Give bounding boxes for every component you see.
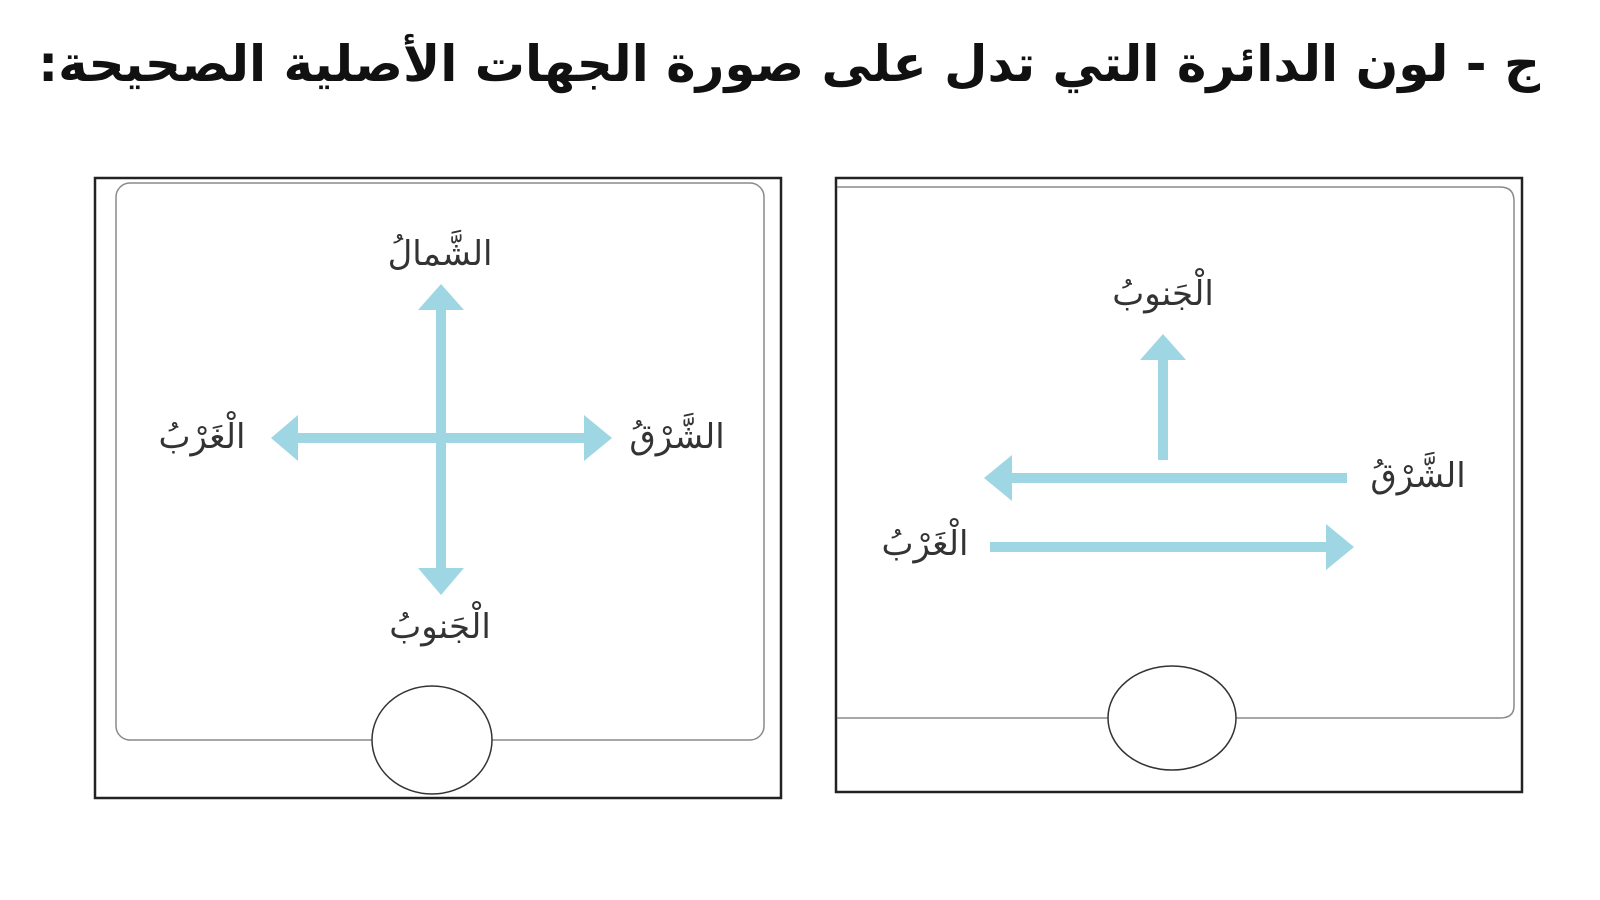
right-card-inner-frame [837, 187, 1514, 718]
left-compass-arrows [271, 284, 612, 595]
right-up-arrowhead [1140, 334, 1186, 360]
right-answer-circle[interactable] [1108, 666, 1236, 770]
left-label-south: الْجَنوبُ [389, 607, 491, 647]
left-label-north: الشَّمالُ [387, 234, 493, 274]
left-east-arrowhead [584, 415, 612, 461]
right-label-right: الشَّرْقُ [1370, 456, 1466, 496]
left-west-arrowhead [271, 415, 298, 461]
left-horizontal-shaft [296, 433, 586, 443]
question-title: ج - لون الدائرة التي تدل على صورة الجهات الأصلية الصحيحة: [38, 35, 1540, 93]
left-label-west: الْغَرْبُ [158, 417, 246, 457]
left-north-arrowhead [418, 284, 464, 310]
right-upper-left-arrowhead [984, 455, 1012, 501]
right-label-left: الْغَرْبُ [881, 524, 969, 564]
right-arrows [984, 334, 1354, 570]
right-card [836, 178, 1522, 792]
right-vertical-shaft [1158, 360, 1168, 460]
left-answer-circle[interactable] [372, 686, 492, 794]
left-label-east: الشَّرْقُ [629, 417, 725, 457]
right-upper-shaft [1010, 473, 1347, 483]
right-lower-right-arrowhead [1326, 524, 1354, 570]
left-south-arrowhead [418, 568, 464, 595]
right-lower-shaft [990, 542, 1328, 552]
right-label-top: الْجَنوبُ [1112, 274, 1214, 314]
left-card [95, 178, 781, 798]
